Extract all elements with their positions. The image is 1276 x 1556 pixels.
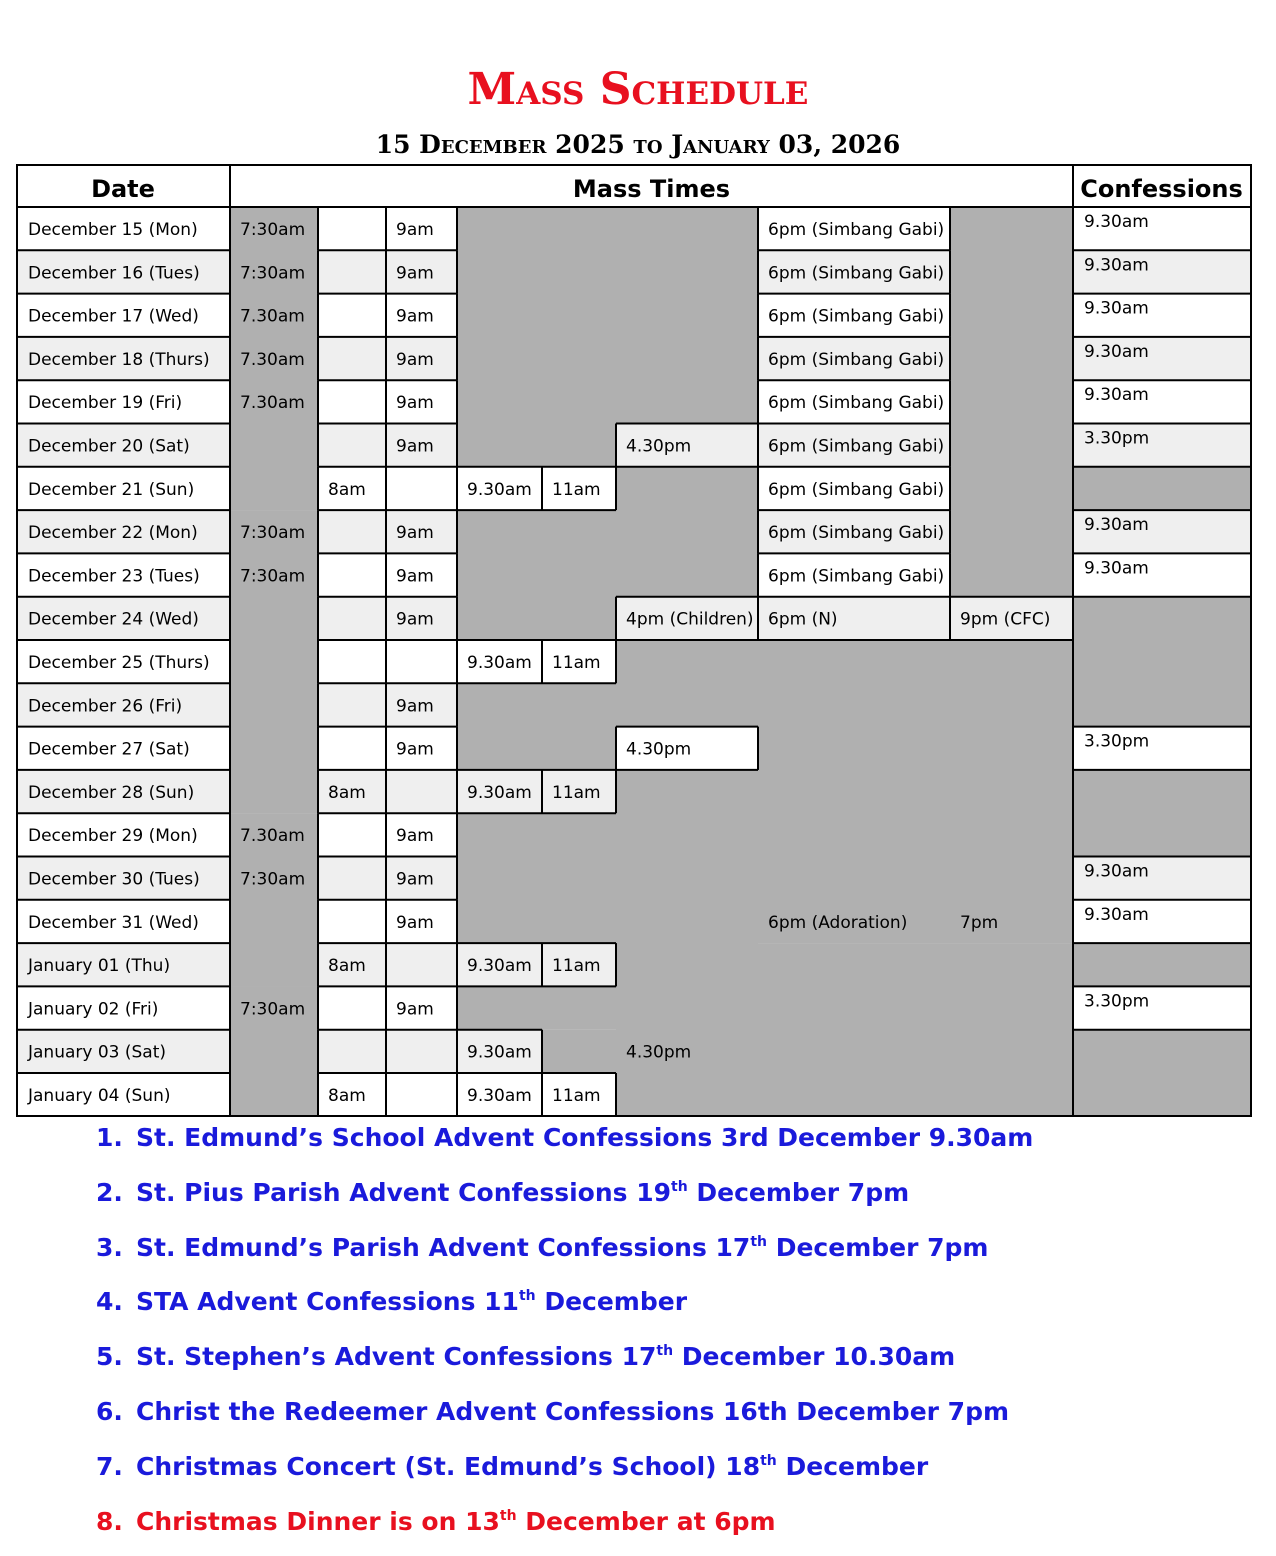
mass-schedule-table [16,164,1252,1117]
mass-time-cell: 9am [396,869,434,890]
date-cell: December 16 (Tues) [28,263,200,284]
shaded-cell [230,770,318,813]
date-cell: December 30 (Tues) [28,869,200,890]
date-cell: December 26 (Fri) [28,696,183,717]
header-mass-times: Mass Times [572,175,731,203]
mass-time-cell: 9am [396,609,434,630]
confession-time-cell: 9.30am [1084,298,1149,319]
page-title: Mass Schedule [467,64,809,115]
mass-time-cell: 9am [396,393,434,414]
mass-time-cell: 6pm (Simbang Gabi) [768,349,945,370]
mass-time-cell: 8am [328,956,366,977]
mass-time-cell: 6pm (Simbang Gabi) [768,220,945,240]
confession-time-cell: 9.30am [1084,904,1149,925]
header-confessions: Confessions [1080,175,1243,203]
mass-time-cell: 6pm (Adoration) [768,912,908,933]
shaded-cell [1073,1030,1250,1117]
mass-time-cell: 7:30am [240,869,306,890]
shaded-cell [1073,467,1250,510]
mass-time-cell: 9am [396,912,434,933]
date-cell: December 29 (Mon) [28,826,198,847]
date-cell: December 17 (Wed) [28,306,199,327]
mass-time-cell: 9.30am [467,782,532,803]
mass-time-cell: 7.30am [240,349,305,370]
confession-time-cell: 9.30am [1084,255,1149,276]
confession-time-cell: 9.30am [1084,212,1149,232]
date-cell: December 31 (Wed) [28,912,199,933]
date-cell: December 27 (Sat) [28,739,190,760]
date-cell: December 19 (Fri) [28,393,183,414]
shaded-cell [457,683,616,770]
mass-time-cell: 6pm (Simbang Gabi) [768,393,945,414]
mass-time-cell: 9am [396,999,434,1020]
shaded-cell [1073,943,1250,986]
shaded-cell [1073,770,1250,857]
confession-time-cell: 3.30pm [1084,731,1150,752]
mass-time-cell: 9.30am [467,956,532,977]
mass-time-cell: 4pm (Children) [626,609,754,630]
confession-time-cell: 9.30am [1084,558,1149,579]
confession-time-cell: 9.30am [1084,341,1149,362]
mass-time-cell: 7.30am [240,393,305,414]
mass-time-cell: 9am [396,523,434,544]
confession-time-cell: 9.30am [1084,861,1149,882]
date-cell: December 22 (Mon) [28,523,198,544]
mass-time-cell: 9am [396,220,434,240]
shaded-cell [758,640,1073,943]
mass-time-cell: 9am [396,306,434,327]
mass-time-cell: 7.30am [240,306,305,327]
note-item: 3. St. Edmund’s Parish Advent Confessions 17th December 7pm [96,1232,989,1262]
date-cell: December 24 (Wed) [28,609,199,630]
mass-time-cell: 9.30am [467,479,532,500]
mass-time-cell: 9am [396,349,434,370]
date-cell: December 15 (Mon) [28,220,198,240]
mass-time-cell: 9.30am [467,1042,532,1063]
date-cell: December 23 (Tues) [28,566,200,587]
note-item: 6. Christ the Redeemer Advent Confessions 16th December 7pm [96,1396,1010,1426]
shaded-cell [616,640,758,727]
mass-time-cell: 7pm [960,912,999,933]
date-cell: January 02 (Fri) [28,999,159,1020]
shaded-cell [542,1030,616,1073]
shaded-cell [616,770,758,1073]
header-date: Date [91,175,155,203]
mass-time-cell: 7.30am [240,826,305,847]
date-cell: January 01 (Thu) [28,956,171,977]
mass-time-cell: 9am [396,826,434,847]
date-cell: December 18 (Thurs) [28,349,210,370]
mass-time-cell: 11am [552,1086,601,1106]
mass-time-cell: 9am [396,739,434,760]
mass-time-cell: 9am [396,566,434,587]
shaded-cell [457,510,616,640]
mass-time-cell: 9pm (CFC) [960,609,1051,630]
mass-time-cell: 11am [552,956,601,977]
mass-time-cell: 6pm (Simbang Gabi) [768,566,945,587]
date-cell: December 20 (Sat) [28,436,190,457]
shaded-cell [230,1030,318,1117]
note-item: 2. St. Pius Parish Advent Confessions 19th December 7pm [96,1177,910,1207]
date-cell: December 21 (Sun) [28,479,195,500]
mass-time-cell: 9am [396,696,434,717]
mass-time-cell: 6pm (Simbang Gabi) [768,263,945,284]
mass-time-cell: 7:30am [240,566,306,587]
mass-time-cell: 11am [552,782,601,803]
date-cell: December 28 (Sun) [28,782,195,803]
mass-time-cell: 6pm (Simbang Gabi) [768,479,945,500]
shaded-cell [758,943,1073,1116]
note-item: 7. Christmas Concert (St. Edmund’s School) 18th December [96,1451,929,1481]
mass-time-cell: 6pm (Simbang Gabi) [768,523,945,544]
date-cell: December 25 (Thurs) [28,653,210,673]
mass-time-cell: 8am [328,479,366,500]
shaded-cell [616,207,758,424]
mass-time-cell: 6pm (Simbang Gabi) [768,306,945,327]
mass-time-cell: 6pm (N) [768,609,838,630]
mass-time-cell: 8am [328,1086,366,1106]
mass-time-cell: 4.30pm [626,436,692,457]
mass-time-cell: 11am [552,479,601,500]
shaded-cell [457,986,616,1029]
shaded-cell [230,467,318,510]
confession-time-cell: 9.30am [1084,385,1149,406]
notes-list [96,1118,1033,1556]
shaded-cell [1073,597,1250,727]
mass-time-cell: 9.30am [467,1086,532,1106]
confession-time-cell: 3.30pm [1084,428,1150,449]
shaded-cell [616,467,758,597]
shaded-cell [950,207,1073,597]
shaded-cell [230,207,318,467]
shaded-cell [230,640,318,683]
mass-time-cell: 11am [552,653,601,673]
mass-time-cell: 9.30am [467,653,532,673]
shaded-cell [616,1073,758,1116]
note-item: 4. STA Advent Confessions 11th December [96,1287,688,1317]
shaded-cell [457,207,616,467]
mass-time-cell: 7:30am [240,999,306,1020]
shaded-cell [230,943,318,986]
date-cell: January 03 (Sat) [28,1042,167,1063]
note-item: 1. St. Edmund’s School Advent Confessions 3rd December 9.30am [96,1123,1034,1152]
mass-time-cell: 7:30am [240,523,306,544]
mass-time-cell: 4.30pm [626,1042,692,1063]
mass-time-cell: 6pm (Simbang Gabi) [768,436,945,457]
mass-time-cell: 9am [396,436,434,457]
mass-time-cell: 8am [328,782,366,803]
confession-time-cell: 3.30pm [1084,991,1150,1012]
note-item: 8. Christmas Dinner is on 13th December at 6pm [96,1506,776,1536]
confession-time-cell: 9.30am [1084,515,1149,536]
mass-time-cell: 4.30pm [626,739,692,760]
shaded-cell [457,813,616,943]
mass-time-cell: 9am [396,263,434,284]
note-item: 5. St. Stephen’s Advent Confessions 17th December 10.30am [96,1342,956,1372]
mass-time-cell: 7:30am [240,220,306,240]
date-range-subtitle: 15 December 2025 to January 03, 2026 [375,130,901,159]
mass-time-cell: 7:30am [240,263,306,284]
date-cell: January 04 (Sun) [28,1086,171,1106]
